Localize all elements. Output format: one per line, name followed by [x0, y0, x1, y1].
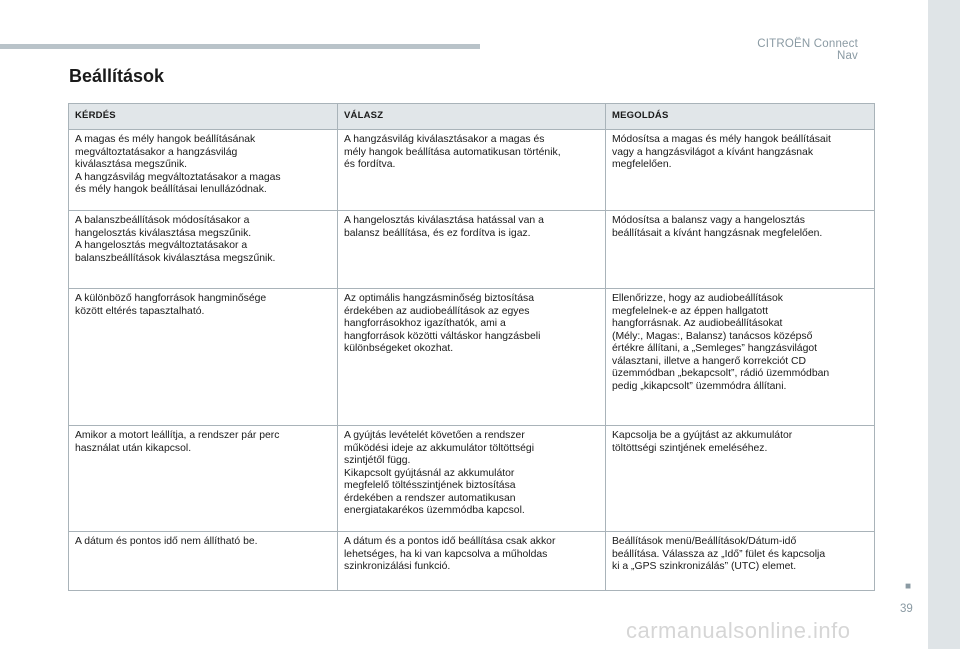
page-number: 39	[900, 603, 913, 615]
question-line: használat után kikapcsol.	[75, 442, 192, 454]
solution-line: választani, illetve a hangerő korrekciót CD	[612, 355, 807, 367]
table-row	[69, 211, 875, 289]
question-line: között eltérés tapasztalható.	[75, 305, 205, 317]
question-line: balanszbeállítások kiválasztása megszűnik.	[75, 252, 276, 264]
table-row	[69, 532, 875, 591]
table-header-row	[69, 104, 875, 130]
solution-line: Módosítsa a magas és mély hangok beállításait	[612, 134, 831, 145]
question-line: A hangelosztás megváltoztatásakor a	[75, 240, 248, 251]
solution-line: beállítása. Válassza az „Idő” fület és kapcsolja	[612, 548, 826, 560]
solution-line: megfelelnek-e az éppen hallgatott	[612, 305, 768, 317]
answer-line: A dátum és a pontos idő beállítása csak akkor	[344, 536, 556, 547]
table-row	[69, 426, 875, 532]
question-line: megváltoztatásakor a hangzásvilág	[75, 146, 238, 158]
cell-answer	[338, 130, 606, 211]
watermark: carmanualsonline.info	[626, 618, 851, 643]
answer-line: szintjétől függ.	[344, 455, 411, 466]
question-line: és mély hangok beállításai lenullázódnak.	[75, 184, 267, 195]
solution-line: Beállítások menü/Beállítások/Dátum-idő	[612, 536, 797, 547]
question-line: Amikor a motort leállítja, a rendszer pár perc	[75, 430, 280, 441]
answer-line: különbségeket okozhat.	[344, 343, 454, 354]
side-strip	[928, 0, 960, 649]
page-title: Beállítások	[69, 66, 165, 86]
solution-line: Ellenőrizze, hogy az audiobeállítások	[612, 293, 783, 304]
question-line: A balanszbeállítások módosításakor a	[75, 215, 250, 226]
answer-line: A gyújtás levételét követően a rendszer	[344, 430, 525, 441]
solution-line: ki a „GPS szinkronizálás” (UTC) elemet.	[612, 561, 797, 572]
question-line: A hangzásvilág megváltoztatásakor a magas	[75, 171, 281, 183]
answer-line: megfelelő töltésszintjének biztosítása	[344, 480, 516, 491]
cell-answer	[338, 289, 606, 426]
answer-line: energiatakarékos üzemmódba kapcsol.	[344, 505, 525, 516]
solution-line: pedig „kikapcsolt” üzemmódra állítani.	[612, 380, 787, 392]
cell-question	[69, 426, 338, 532]
answer-line: Az optimális hangzásminőség biztosítása	[344, 293, 535, 304]
header-accent-bar	[0, 44, 480, 49]
answer-line: balansz beállítása, és ez fordítva is igaz.	[344, 227, 531, 239]
question-line: kiválasztása megszűnik.	[75, 159, 188, 170]
solution-line: üzemmódban „bekapcsolt”, rádió üzemmódban	[612, 368, 830, 379]
answer-line: mély hangok beállítása automatikusan történik,	[344, 146, 561, 158]
solution-line: megfelelően.	[612, 159, 672, 170]
answer-line: A hangelosztás kiválasztása hatással van a	[344, 215, 544, 226]
answer-line: érdekében az audiobeállítások az egyes	[344, 305, 530, 317]
solution-line: Módosítsa a balansz vagy a hangelosztás	[612, 215, 805, 226]
solution-line: Kapcsolja be a gyújtást az akkumulátor	[612, 430, 793, 441]
cell-question	[69, 211, 338, 289]
question-line: A különböző hangforrások hangminősége	[75, 293, 267, 304]
cell-question	[69, 532, 338, 591]
answer-line: Kikapcsolt gyújtásnál az akkumulátor	[344, 467, 515, 479]
column-header-solution: MEGOLDÁS	[606, 104, 875, 130]
cell-solution	[606, 211, 875, 289]
solution-line: értékre állítani, a „Semleges” hangzásvilágot	[612, 343, 818, 354]
troubleshooting-table	[68, 103, 875, 591]
cell-solution	[606, 130, 875, 211]
column-header-answer: VÁLASZ	[338, 104, 606, 130]
cell-solution	[606, 532, 875, 591]
answer-line: lehetséges, ha ki van kapcsolva a műholdas	[344, 548, 548, 560]
answer-line: és fordítva.	[344, 159, 396, 170]
cell-answer	[338, 426, 606, 532]
answer-line: A hangzásvilág kiválasztásakor a magas és	[344, 134, 545, 145]
table-row	[69, 289, 875, 426]
answer-line: hangforrásokhoz igazíthatók, ami a	[344, 318, 506, 329]
cell-question	[69, 289, 338, 426]
column-header-question: KÉRDÉS	[69, 104, 338, 130]
answer-line: szinkronizálási funkció.	[344, 561, 451, 572]
question-line: A dátum és pontos idő nem állítható be.	[75, 536, 258, 547]
solution-line: beállításait a kívánt hangzásnak megfelelően.	[612, 227, 823, 239]
solution-line: vagy a hangzásvilágot a kívánt hangzásnak	[612, 146, 814, 158]
question-line: A magas és mély hangok beállításának	[75, 134, 256, 145]
solution-line: töltöttségi szintjének emeléséhez.	[612, 442, 768, 454]
question-line: hangelosztás kiválasztása megszűnik.	[75, 227, 252, 239]
brand-label: CITROËN Connect Nav	[757, 38, 858, 62]
solution-line: (Mély:, Magas:, Balansz) tanácsos középső	[612, 330, 813, 342]
table-row	[69, 130, 875, 211]
side-marker: ■	[905, 581, 912, 592]
answer-line: hangforrások közötti váltáskor hangzásbeli	[344, 330, 541, 342]
cell-solution	[606, 289, 875, 426]
answer-line: működési ideje az akkumulátor töltöttségi	[344, 442, 535, 454]
cell-answer	[338, 532, 606, 591]
cell-answer	[338, 211, 606, 289]
cell-question	[69, 130, 338, 211]
cell-solution	[606, 426, 875, 532]
answer-line: érdekében a rendszer automatikusan	[344, 492, 516, 504]
solution-line: hangforrásnak. Az audiobeállításokat	[612, 318, 783, 329]
